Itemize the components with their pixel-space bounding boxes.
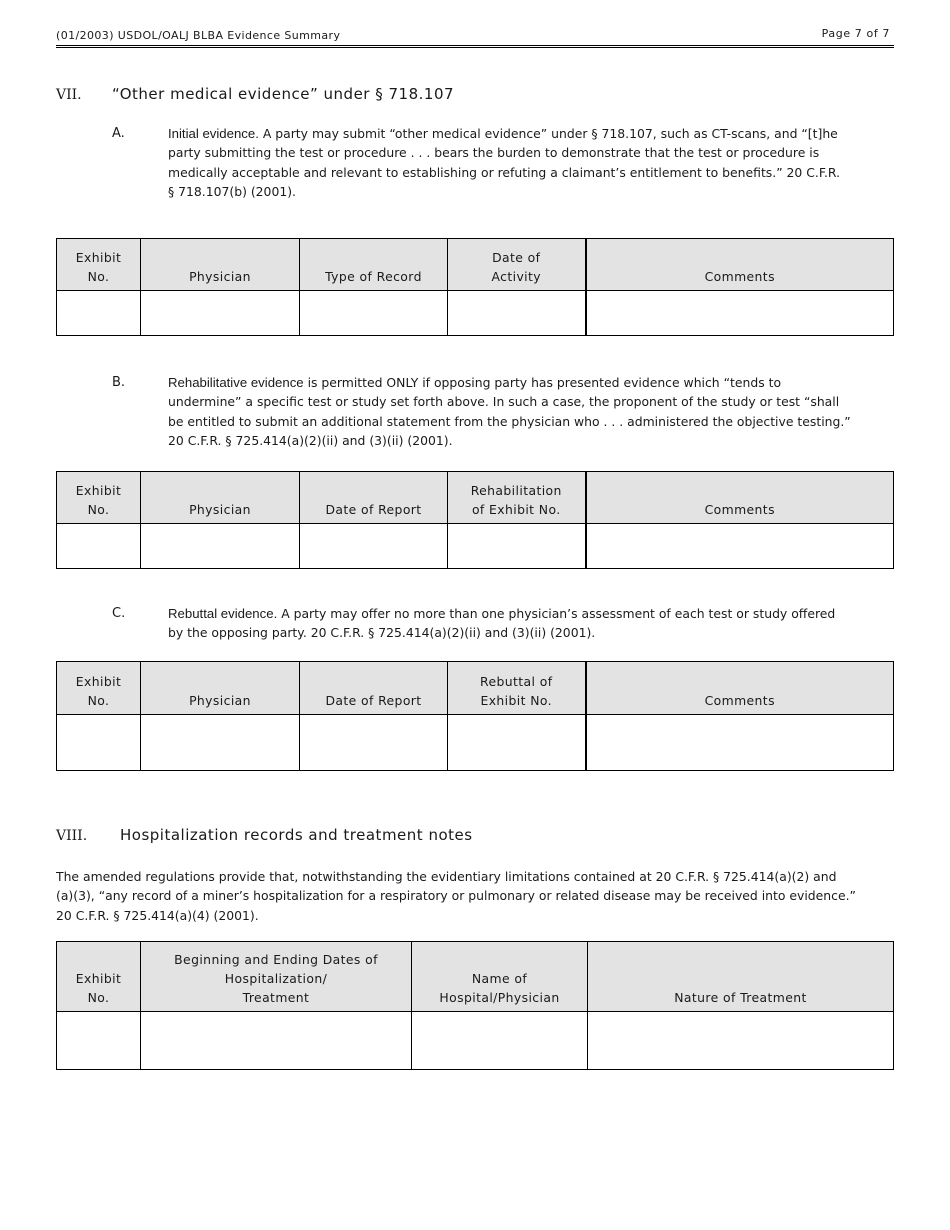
header-label: Comments — [704, 269, 775, 284]
col-hospital-physician — [412, 942, 588, 1012]
col-rehabilitation-of-exhibit — [448, 472, 586, 524]
subsection-a-lead: Initial evidence. — [168, 126, 259, 141]
subsection-a-letter: A. — [112, 126, 125, 141]
col-type-of-record — [300, 239, 448, 291]
other-medical-evidence-table — [56, 238, 894, 336]
cell-type-of-record[interactable] — [300, 291, 448, 336]
subsection-a-body: A party may submit “other medical evidence” under § 718.107, such as CT-scans, and “[t]he party submitting the test or procedure . . . bears the burden to demonstrate that the test or procedure is medically acceptable and relevant to establishing or refuting a claimant’s entitlement to benefits.” 20 C.F.R. § 718.107(b) (2001). — [168, 126, 841, 199]
table-row — [57, 715, 894, 771]
cell-date-of-report[interactable] — [300, 524, 448, 569]
col-rebuttal-of-exhibit — [448, 662, 586, 715]
header-label: Date of Activity — [491, 250, 542, 284]
cell-physician[interactable] — [141, 715, 300, 771]
header-label: Comments — [704, 693, 775, 708]
col-comments — [586, 662, 894, 715]
header-label: Date of Report — [325, 693, 422, 708]
subsection-b-letter: B. — [112, 375, 126, 390]
header-label: Beginning and Ending Dates of Hospitalization/ Treatment — [174, 952, 378, 1005]
cell-nature-of-treatment[interactable] — [588, 1012, 894, 1070]
col-exhibit-no — [57, 662, 141, 715]
header-label: Exhibit No. — [75, 250, 122, 284]
col-exhibit-no — [57, 472, 141, 524]
col-physician — [141, 662, 300, 715]
col-physician — [141, 239, 300, 291]
header-label: Nature of Treatment — [674, 990, 807, 1005]
section-8-text: The amended regulations provide that, notwithstanding the evidentiary limitations contained at 20 C.F.R. § 725.414(a)(2) and (a)(3), “any record of a miner’s hospitalization for a respiratory or pulmonary or related disease may be received into evidence.” 20 C.F.R. § 725.414(a)(4) (2001). — [56, 869, 856, 923]
cell-hospital-physician[interactable] — [412, 1012, 588, 1070]
subsection-c-text — [168, 604, 848, 643]
table-header-row — [57, 472, 894, 524]
table-row — [57, 524, 894, 569]
header-label: Exhibit No. — [75, 674, 122, 708]
cell-exhibit-no[interactable] — [57, 715, 141, 771]
header-label: Rehabilitation of Exhibit No. — [470, 483, 562, 517]
table-row — [57, 1012, 894, 1070]
cell-comments[interactable] — [586, 524, 894, 569]
cell-exhibit-no[interactable] — [57, 291, 141, 336]
subsection-b-body: is permitted ONLY if opposing party has presented evidence which “tends to undermine” a specific test or study set forth above. In such a case, the proponent of the study or test “shall be entitled to submit an additional statement from the physician who . . . administered the objective testing.” 20 C.F.R. § 725.414(a)(2)(ii) and (3)(ii) (2001). — [168, 375, 851, 448]
cell-rehabilitation-of-exhibit[interactable] — [448, 524, 586, 569]
section-8-number: VIII. — [56, 828, 88, 844]
col-date-of-report — [300, 662, 448, 715]
cell-physician[interactable] — [141, 291, 300, 336]
col-date-of-report — [300, 472, 448, 524]
header-label: Physician — [189, 693, 251, 708]
col-comments — [586, 472, 894, 524]
header-label: Comments — [704, 502, 775, 517]
col-exhibit-no — [57, 942, 141, 1012]
col-comments — [586, 239, 894, 291]
cell-date-of-activity[interactable] — [448, 291, 586, 336]
col-nature-of-treatment — [588, 942, 894, 1012]
subsection-c-lead: Rebuttal evidence. — [168, 606, 278, 621]
header-label: Physician — [189, 269, 251, 284]
cell-physician[interactable] — [141, 524, 300, 569]
cell-comments[interactable] — [586, 715, 894, 771]
subsection-c-body: A party may offer no more than one physician’s assessment of each test or study offered by the opposing party. 20 C.F.R. § 725.414(a)(2)(ii) and (3)(ii) (2001). — [168, 606, 836, 641]
rehabilitative-evidence-table — [56, 471, 894, 569]
header-label: Exhibit No. — [75, 971, 122, 1005]
header-label: Date of Report — [325, 502, 422, 517]
section-7-title: “Other medical evidence” under § 718.107 — [112, 85, 455, 103]
table-header-row — [57, 942, 894, 1012]
table-header-row — [57, 239, 894, 291]
rebuttal-evidence-table — [56, 661, 894, 771]
cell-exhibit-no[interactable] — [57, 524, 141, 569]
cell-rebuttal-of-exhibit[interactable] — [448, 715, 586, 771]
subsection-b-lead: Rehabilitative evidence — [168, 375, 304, 390]
col-physician — [141, 472, 300, 524]
table-header-row — [57, 662, 894, 715]
header-label: Type of Record — [325, 269, 422, 284]
cell-comments[interactable] — [586, 291, 894, 336]
subsection-b-text — [168, 373, 858, 450]
col-date-of-activity — [448, 239, 586, 291]
cell-hospitalization-dates[interactable] — [141, 1012, 412, 1070]
page-number: Page 7 of 7 — [821, 27, 890, 40]
col-exhibit-no — [57, 239, 141, 291]
table-row — [57, 291, 894, 336]
col-hospitalization-dates — [141, 942, 412, 1012]
header-label: Physician — [189, 502, 251, 517]
section-8-title: Hospitalization records and treatment notes — [120, 826, 473, 844]
header-label: Exhibit No. — [75, 483, 122, 517]
subsection-a-text — [168, 124, 848, 201]
header-label: Name of Hospital/Physician — [439, 971, 560, 1005]
header-label: Rebuttal of Exhibit No. — [480, 674, 553, 708]
cell-date-of-report[interactable] — [300, 715, 448, 771]
hospitalization-records-table — [56, 941, 894, 1070]
subsection-c-letter: C. — [112, 606, 126, 621]
form-id: (01/2003) USDOL/OALJ BLBA Evidence Summary — [56, 29, 341, 42]
page-header — [56, 28, 894, 48]
section-7-number: VII. — [56, 87, 82, 103]
cell-exhibit-no[interactable] — [57, 1012, 141, 1070]
